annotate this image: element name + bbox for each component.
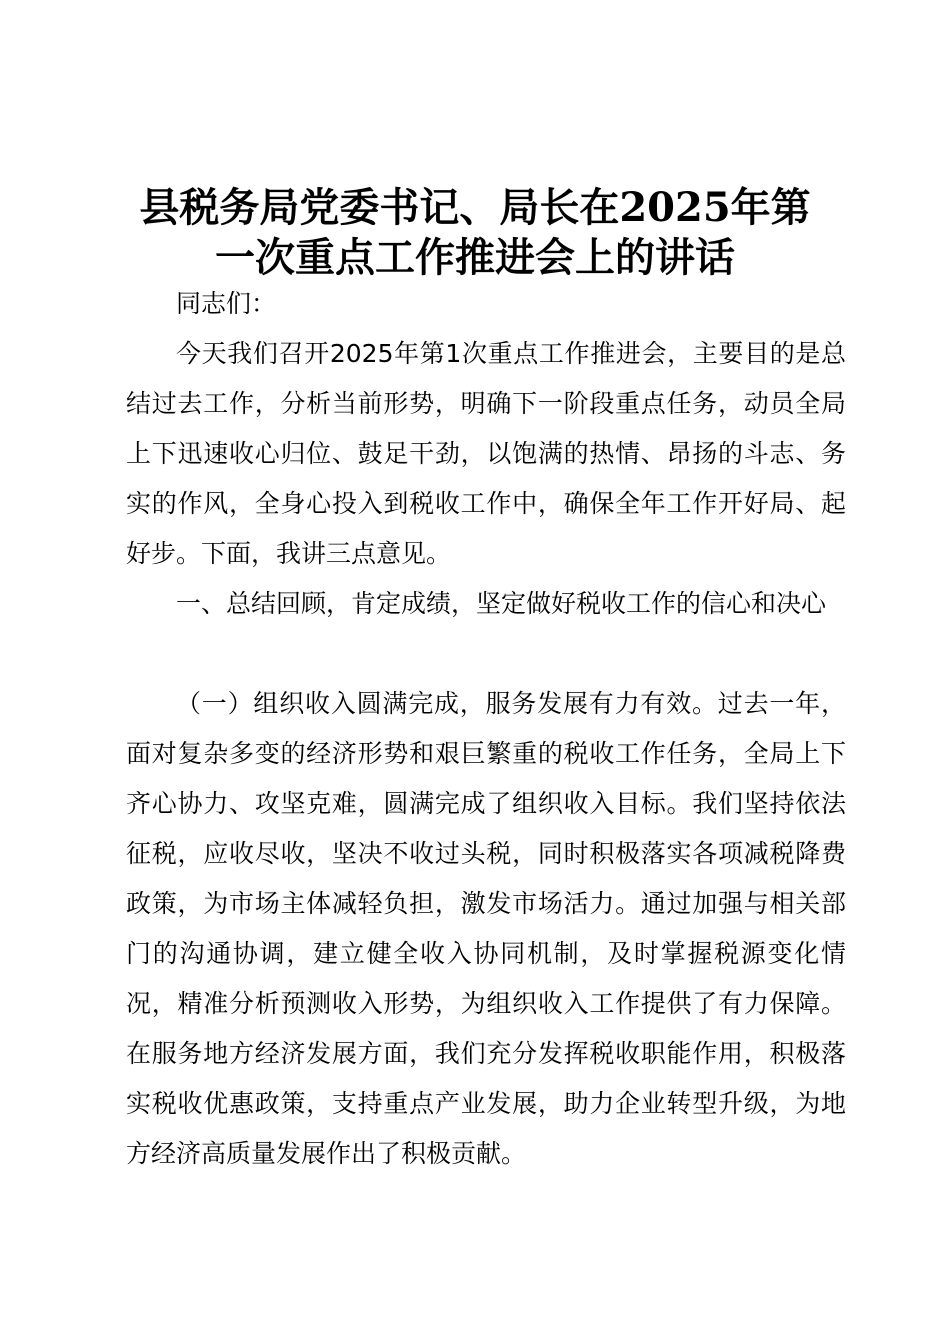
paragraph-subsection-1: （一）组织收入圆满完成，服务发展有力有效。过去一年，面对复杂多变的经济形势和艰巨繁重的税收工作任务，全局上下齐心协力、攻坚克难，圆满完成了组织收入目标。我们坚持依法征税，应收尽收，坚决不收过头税，同时积极落实各项减税降费政策，为市场主体减轻负担，激发市场活力。通过加强与相关部门的沟通协调，建立健全收入协同机制，及时掌握税源变化情况，精准分析预测收入形势，为组织收入工作提供了有力保障。在服务地方经济发展方面，我们充分发挥税收职能作用，积极落实税收优惠政策，支持重点产业发展，助力企业转型升级，为地方经济高质量发展作出了积极贡献。 <box>126 689 846 1168</box>
greeting: 同志们： <box>176 289 277 318</box>
paragraph-intro: 今天我们召开2025年第1次重点工作推进会，主要目的是总结过去工作，分析当前形势，明确下一阶段重点任务，动员全局上下迅速收心归位、鼓足干劲，以饱满的热情、昂扬的斗志、务实的作风，全身心投入到税收工作中，确保全年工作开好局、起好步。下面，我讲三点意见。 <box>126 339 846 568</box>
section-heading-1: 一、总结回顾，肯定成绩，坚定做好税收工作的信心和决心 <box>176 589 827 618</box>
document-title-line-1: 县税务局党委书记、局长在2025年第 <box>139 184 811 231</box>
document-title-line-2: 一次重点工作推进会上的讲话 <box>215 234 735 281</box>
